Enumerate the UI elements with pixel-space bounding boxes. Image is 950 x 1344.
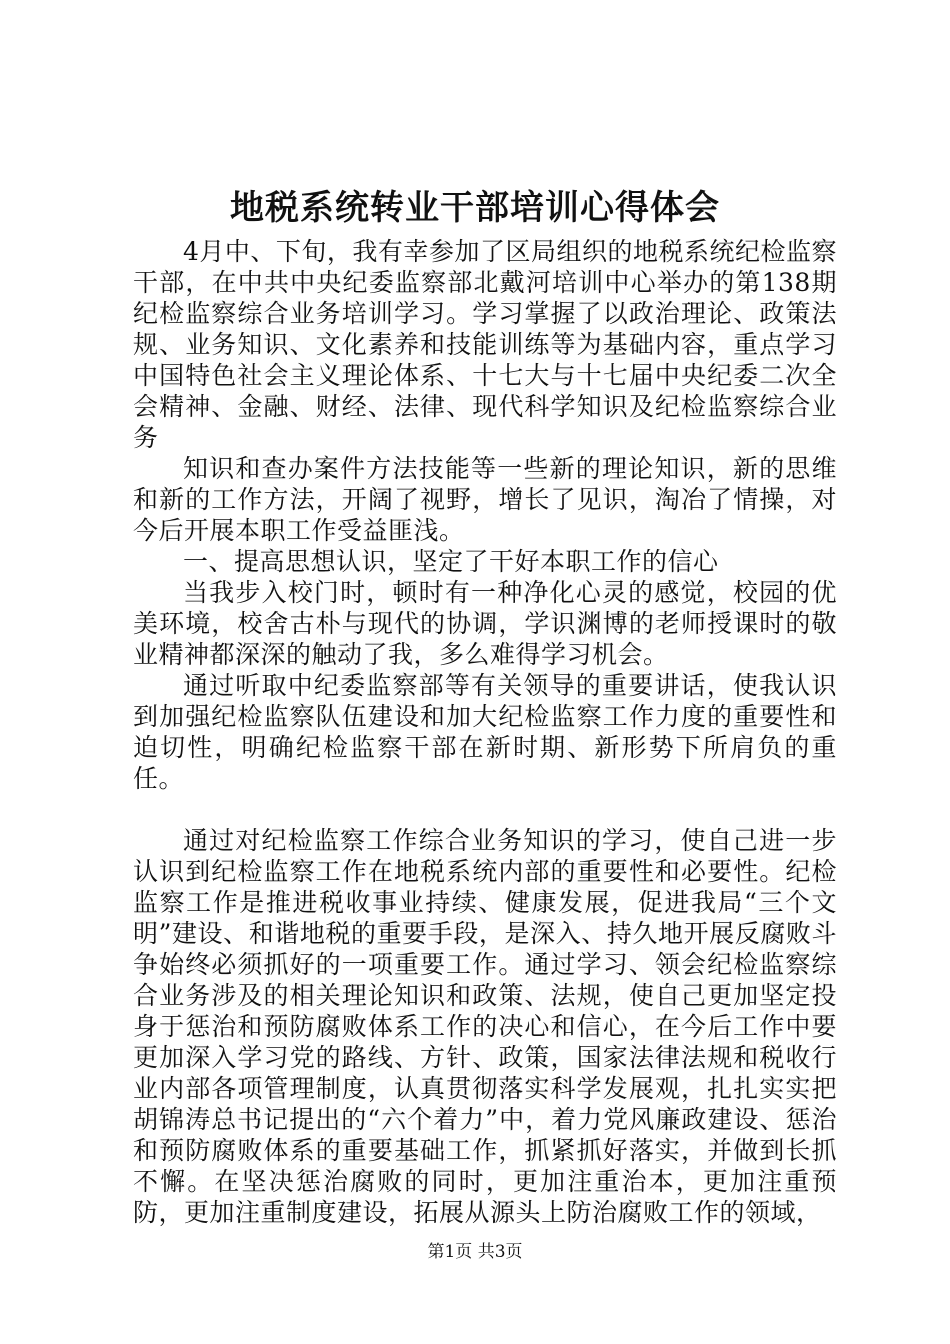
paragraph-gap (133, 794, 837, 825)
paragraph-speech: 通过听取中纪委监察部等有关领导的重要讲话，使我认识到加强纪检监察队伍建设和加大纪检监察工作力度的重要性和迫切性，明确纪检监察干部在新时期、新形势下所肩负的重任。 (133, 671, 837, 793)
paragraph-campus: 当我步入校门时，顿时有一种净化心灵的感觉，校园的优美环境，校舍古朴与现代的协调，学识渊博的老师授课时的敬业精神都深深的触动了我，多么难得学习机会。 (133, 578, 837, 669)
paragraph-knowledge: 知识和查办案件方法技能等一些新的理论知识，新的思维和新的工作方法，开阔了视野，增长了见识，淘冶了情操，对今后开展本职工作受益匪浅。 (133, 454, 837, 545)
page-number: 第1页 共3页 (427, 1242, 523, 1262)
document-title: 地税系统转业干部培训心得体会 (230, 188, 720, 228)
section-heading-1: 一、提高思想认识，坚定了干好本职工作的信心 (183, 547, 719, 576)
paragraph-study: 通过对纪检监察工作综合业务知识的学习，使自己进一步认识到纪检监察工作在地税系统内部的重要性和必要性。纪检监察工作是推进税收事业持续、健康发展，促进我局“三个文明”建设、和谐地税的重要手段，是深入、持久地开展反腐败斗争始终必须抓好的一项重要工作。通过学习、领会纪检监察综合业务涉及的相关理论知识和政策、法规，使自己更加坚定投身于惩治和预防腐败体系工作的决心和信心，在今后工作中要更加深入学习党的路线、方针、政策，国家法律法规和税收行业内部各项管理制度，认真贯彻落实科学发展观，扎扎实实把胡锦涛总书记提出的“六个着力”中，着力党风廉政建设、惩治和预防腐败体系的重要基础工作，抓紧抓好落实，并做到长抓不懈。在坚决惩治腐败的同时，更加注重治本，更加注重预防，更加注重制度建设，拓展从源头上防治腐败工作的领域， (133, 826, 837, 1227)
document-body (133, 236, 837, 1228)
paragraph-intro: 4月中、下旬，我有幸参加了区局组织的地税系统纪检监察干部，在中共中央纪委监察部北戴河培训中心举办的第138期纪检监察综合业务培训学习。学习掌握了以政治理论、政策法规、业务知识、文化素养和技能训练等为基础内容，重点学习中国特色社会主义理论体系、十七大与十七届中央纪委二次全会精神、金融、财经、法律、现代科学知识及纪检监察综合业务 (133, 237, 837, 452)
